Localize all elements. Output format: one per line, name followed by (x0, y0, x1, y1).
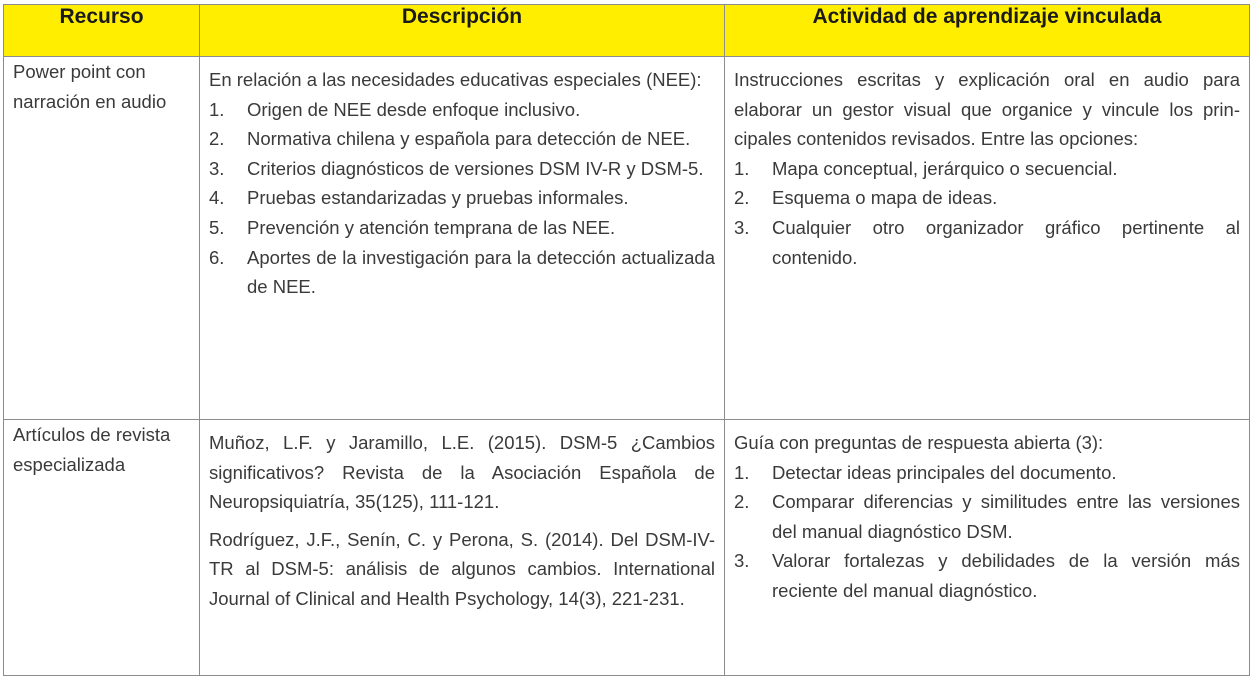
activity-cell (725, 420, 1250, 676)
table-row (4, 57, 1250, 420)
activity-intro: Guía con preguntas de respuesta abierta (3): (734, 432, 1104, 453)
description-cell (200, 57, 725, 420)
description-list (209, 95, 715, 302)
activity-list (734, 154, 1240, 272)
list-item: 1. Mapa conceptual, jerárquico o secuencial. (734, 157, 1118, 179)
list-item: 2. Normativa chilena y española para detección de NEE. (209, 128, 691, 150)
reference-entry: Muñoz, L.F. y Jaramillo, L.E. (2015). DSM-5 ¿Cambios significativos? Revista de la Asociación Española de Neuropsiquiatría, 35(125), 111-121. (209, 432, 715, 513)
reference-entry: Rodríguez, J.F., Senín, C. y Perona, S. (2014). Del DSM-IV-TR al DSM-5: análisis de algunos cambios. International Journal of Clinical and Health Psychology, 14(3), 221-231. (209, 528, 715, 609)
description-cell (200, 420, 725, 676)
list-item: 2. Comparar diferencias y similitudes entre las versiones del manual diagnóstico DSM. (734, 491, 1240, 542)
list-item: 3. Criterios diagnósticos de versiones DSM IV-R y DSM-5. (209, 157, 704, 179)
activity-list (734, 458, 1240, 606)
resources-table (3, 4, 1250, 676)
list-item: 2. Esquema o mapa de ideas. (734, 187, 998, 209)
activity-cell (725, 57, 1250, 420)
header-actividad: Actividad de aprendizaje vinculada (725, 5, 1250, 57)
header-descripcion: Descripción (200, 5, 725, 57)
table-row (4, 420, 1250, 676)
description-intro: En relación a las necesidades educativas especiales (NEE): (209, 69, 702, 90)
activity-intro: Instrucciones escritas y explicación oral en audio para elaborar un gestor visual que organice y vincule los prin-cipales contenidos revisados. Entre las opciones: (734, 69, 1240, 150)
list-item: 3. Valorar fortalezas y debilidades de la versión más reciente del manual diagnóstico. (734, 550, 1240, 601)
resource-cell: Artículos de revista especializada (4, 420, 200, 676)
header-recurso: Recurso (4, 5, 200, 57)
list-item: 1. Detectar ideas principales del documento. (734, 461, 1117, 483)
resource-cell: Power point con narración en audio (4, 57, 200, 420)
header-row (4, 5, 1250, 57)
list-item: 4. Pruebas estandarizadas y pruebas informales. (209, 187, 629, 209)
list-item: 6. Aportes de la investigación para la detección actualizada de NEE. (209, 246, 715, 298)
list-item: 3. Cualquier otro organizador gráfico pertinente al contenido. (734, 216, 1240, 268)
list-item: 5. Prevención y atención temprana de las NEE. (209, 216, 616, 238)
list-item: 1. Origen de NEE desde enfoque inclusivo. (209, 98, 581, 120)
